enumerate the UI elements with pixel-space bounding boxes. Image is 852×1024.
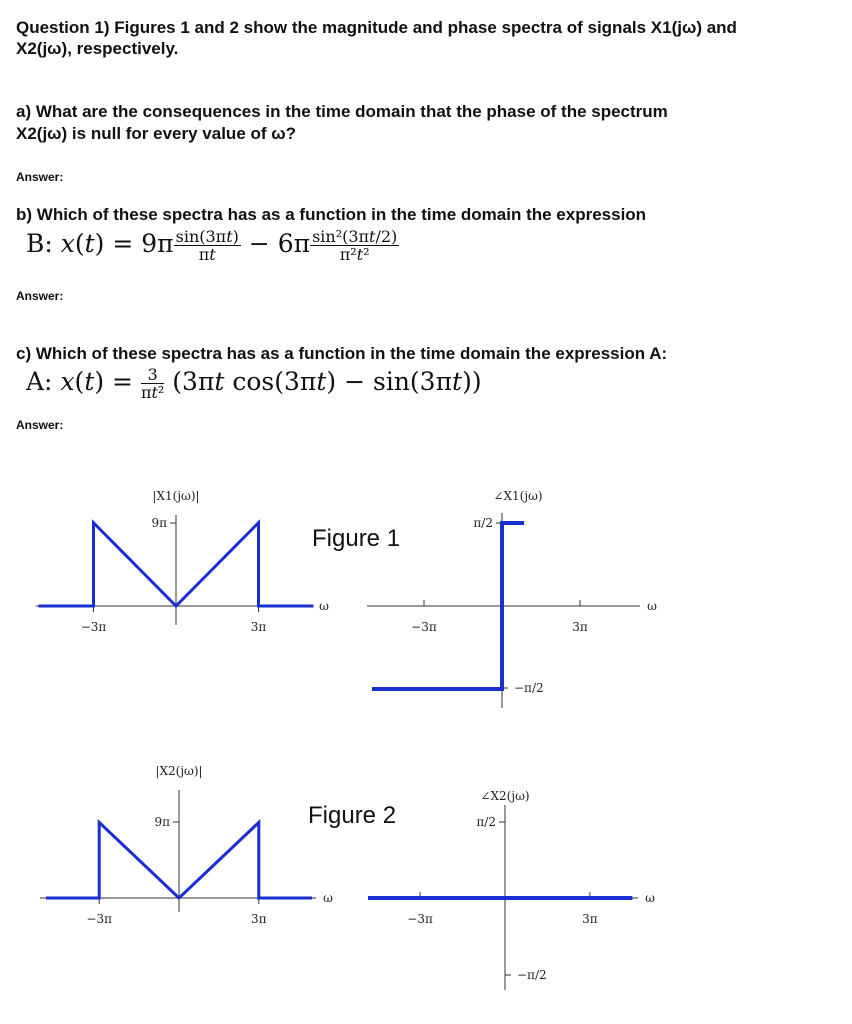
formula-b: B: x(t) = 9π $\frac{\sin(3\pi t)}{\pi t}$ − 6π $\frac{\text{sin²(3πt/2)}}{\text{π²t²}}$ <box>26 227 398 264</box>
x-tick-label: 3π <box>251 912 267 926</box>
y-tick-label: 9π <box>151 516 167 530</box>
y-axis-label: ∠X1(jω) <box>493 489 543 503</box>
y-axis-label: |X1(jω)| <box>152 489 200 503</box>
x-tick-label: 3π <box>572 620 588 634</box>
question-line-2: X2(jω), respectively. <box>16 39 179 58</box>
y-axis-label: |X2(jω)| <box>155 764 203 778</box>
x-axis-label: ω <box>319 599 329 613</box>
y-tick-label: −π/2 <box>514 681 544 695</box>
formula-c: A: x(t) = $\frac{3}{\text{πt²}}$ (3πt cos(3πt) − sin(3πt)) <box>26 365 482 402</box>
x-axis-label: ω <box>323 891 333 905</box>
answer-b-label: Answer: <box>16 289 64 303</box>
x-tick-label: −3π <box>407 912 433 926</box>
figure-2-title: Figure 2 <box>308 802 397 829</box>
x-axis-label: ω <box>645 891 655 905</box>
answer-a-label: Answer: <box>16 170 64 184</box>
part-b-text: b) Which of these spectra has as a function in the time domain the expression <box>16 205 647 224</box>
x-axis-label: ω <box>647 599 657 613</box>
x-tick-label: −3π <box>411 620 437 634</box>
part-c-text: c) Which of these spectra has as a function in the time domain the expression A: <box>16 344 668 363</box>
figure-1-title: Figure 1 <box>312 525 401 552</box>
x-tick-label: 3π <box>582 912 598 926</box>
x-tick-label: −3π <box>80 620 107 634</box>
answer-c-label: Answer: <box>16 418 64 432</box>
y-tick-label: 9π <box>154 815 170 829</box>
y-tick-label: π/2 <box>473 516 493 530</box>
x-tick-label: −3π <box>86 912 112 926</box>
x-tick-label: 3π <box>250 620 267 634</box>
y-axis-label: ∠X2(jω) <box>480 789 530 803</box>
y-tick-label: −π/2 <box>517 968 547 982</box>
y-tick-label: π/2 <box>476 815 496 829</box>
part-a-line-1: a) What are the consequences in the time domain that the phase of the spectrum <box>16 102 668 121</box>
part-a-line-2: X2(jω) is null for every value of ω? <box>16 124 297 143</box>
question-line-1: Question 1) Figures 1 and 2 show the magnitude and phase spectra of signals X1(jω) and <box>16 18 737 37</box>
